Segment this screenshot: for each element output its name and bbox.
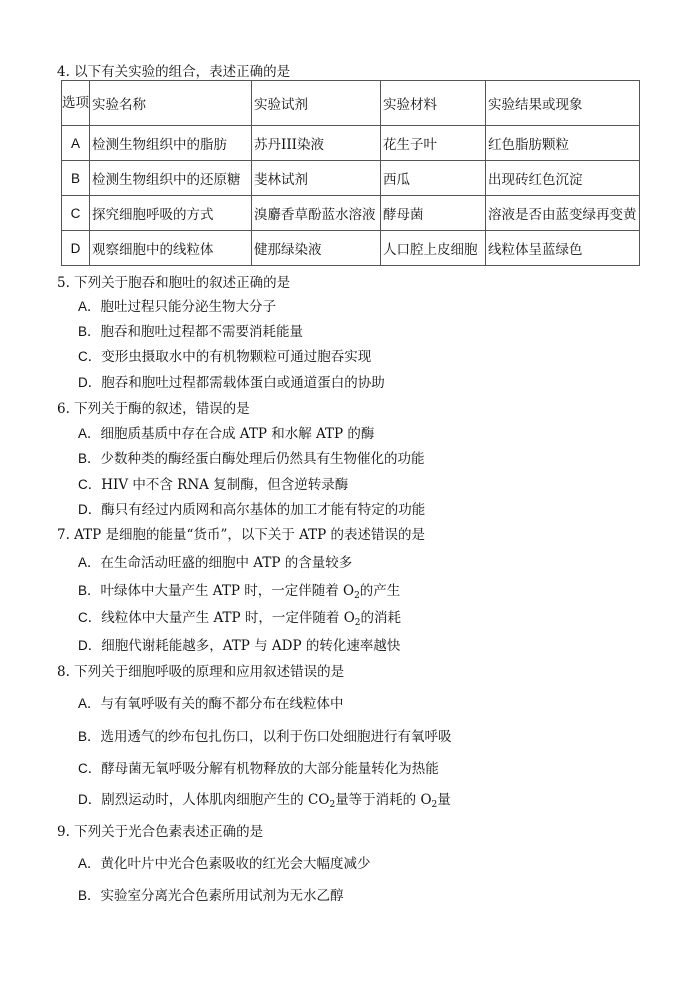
table-row bbox=[62, 161, 640, 196]
row-result: 出现砖红色沉淀 bbox=[486, 161, 640, 196]
row-result: 线粒体呈蓝绿色 bbox=[486, 231, 640, 266]
table-header-row bbox=[62, 81, 640, 126]
table-row bbox=[62, 126, 640, 161]
header-material: 实验材料 bbox=[381, 81, 486, 126]
q6-option-c: C．HIV 中不含 RNA 复制酶，但含逆转录酶 bbox=[78, 477, 349, 493]
header-experiment-name: 实验名称 bbox=[90, 81, 252, 126]
q5-option-a: A．胞吐过程只能分泌生物大分子 bbox=[78, 299, 277, 315]
q9-option-a: A．黄化叶片中光合色素吸收的红光会大幅度减少 bbox=[78, 856, 371, 872]
header-option: 选项 bbox=[62, 81, 90, 126]
q5-option-b: B．胞吞和胞吐过程都不需要消耗能量 bbox=[78, 324, 304, 340]
row-experiment-name: 检测生物组织中的脂肪 bbox=[90, 126, 252, 161]
row-option: A bbox=[62, 126, 90, 161]
q9-option-b: B．实验室分离光合色素所用试剂为无水乙醇 bbox=[78, 888, 344, 904]
row-material: 酵母菌 bbox=[381, 196, 486, 231]
row-experiment-name: 观察细胞中的线粒体 bbox=[90, 231, 252, 266]
question-4-title: 4. 以下有关实验的组合，表述正确的是 bbox=[57, 64, 291, 80]
header-reagent: 实验试剂 bbox=[252, 81, 381, 126]
q7-option-b: B．叶绿体中大量产生 ATP 时，一定伴随着 $O_2$的产生 bbox=[78, 583, 401, 601]
row-option: C bbox=[62, 196, 90, 231]
row-reagent: 斐林试剂 bbox=[252, 161, 381, 196]
row-experiment-name: 检测生物组织中的还原糖 bbox=[90, 161, 252, 196]
question-9-title: 9. 下列关于光合色素表述正确的是 bbox=[57, 824, 264, 840]
row-material: 西瓜 bbox=[381, 161, 486, 196]
row-result: 溶液是否由蓝变绿再变黄 bbox=[486, 196, 640, 231]
row-reagent: 健那绿染液 bbox=[252, 231, 381, 266]
q8-option-b: B．选用透气的纱布包扎伤口，以利于伤口处细胞进行有氧呼吸 bbox=[78, 729, 452, 745]
table-row bbox=[62, 196, 640, 231]
question-8-title: 8. 下列关于细胞呼吸的原理和应用叙述错误的是 bbox=[57, 664, 345, 680]
experiment-table bbox=[61, 80, 640, 266]
q6-option-d: D．酶只有经过内质网和高尔基体的加工才能有特定的功能 bbox=[78, 502, 426, 518]
q6-option-b: B．少数种类的酶经蛋白酶处理后仍然具有生物催化的功能 bbox=[78, 451, 425, 467]
q7-option-d: D．细胞代谢耗能越多，ATP 与 ADP 的转化速率越快 bbox=[78, 638, 401, 654]
row-option: D bbox=[62, 231, 90, 266]
q7-option-a: A．在生命活动旺盛的细胞中 ATP 的含量较多 bbox=[78, 555, 353, 571]
table-row bbox=[62, 231, 640, 266]
q8-option-a: A．与有氧呼吸有关的酶不都分布在线粒体中 bbox=[78, 696, 344, 712]
question-5-title: 5. 下列关于胞吞和胞吐的叙述正确的是 bbox=[57, 275, 291, 291]
row-reagent: 溴麝香草酚蓝水溶液 bbox=[252, 196, 381, 231]
question-6-title: 6. 下列关于酶的叙述，错误的是 bbox=[57, 401, 250, 417]
q6-option-a: A．细胞质基质中存在合成 ATP 和水解 ATP 的酶 bbox=[78, 426, 375, 442]
row-material: 人口腔上皮细胞 bbox=[381, 231, 486, 266]
row-experiment-name: 探究细胞呼吸的方式 bbox=[90, 196, 252, 231]
row-option: B bbox=[62, 161, 90, 196]
question-7-title: 7. ATP 是细胞的能量“货币”，以下关于 ATP 的表述错误的是 bbox=[57, 527, 426, 543]
row-material: 花生子叶 bbox=[381, 126, 486, 161]
row-result: 红色脂肪颗粒 bbox=[486, 126, 640, 161]
header-result: 实验结果或现象 bbox=[486, 81, 640, 126]
q5-option-d: D．胞吞和胞吐过程都需载体蛋白或通道蛋白的协助 bbox=[78, 375, 385, 391]
q7-option-c: C．线粒体中大量产生 ATP 时，一定伴随着 $O_2$的消耗 bbox=[78, 610, 402, 628]
q8-option-c: C．酵母菌无氧呼吸分解有机物释放的大部分能量转化为热能 bbox=[78, 761, 439, 777]
q8-option-d: D．剧烈运动时，人体肌肉细胞产生的 $CO_2$量等于消耗的 $O_2$量 bbox=[78, 792, 451, 810]
q5-option-c: C．变形虫摄取水中的有机物颗粒可通过胞吞实现 bbox=[78, 349, 372, 365]
row-reagent: 苏丹III染液 bbox=[252, 126, 381, 161]
